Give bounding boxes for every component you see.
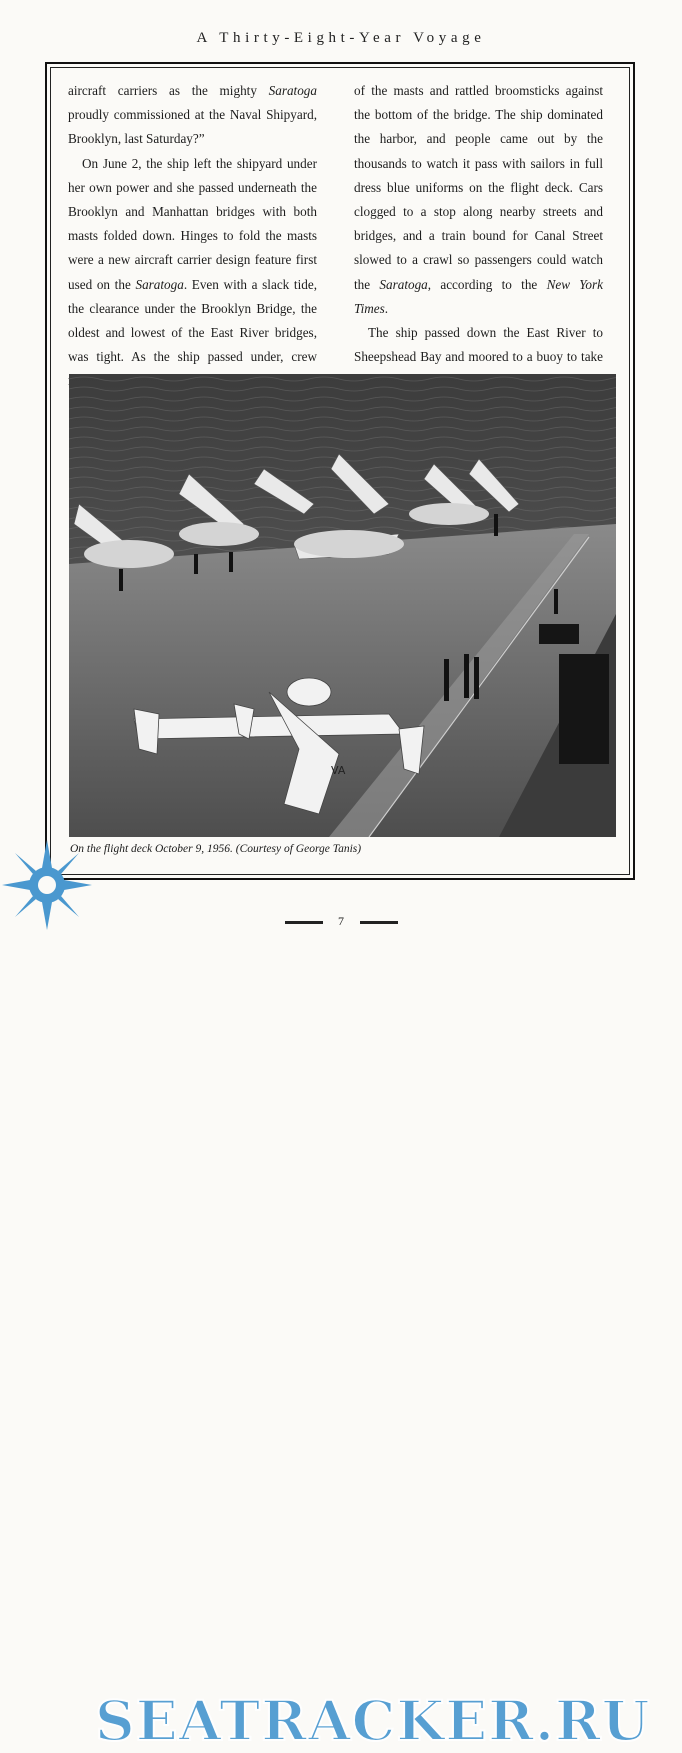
right-paragraph-1: of the masts and rattled broomsticks against the bottom of the bridge. The ship dominated the harbor, and people came out by the thousands to watch it pass with sailors in full dress blue uniforms on the flight deck. Cars clogged to a stop along nearby streets and bridges, and a train bound for Canal Street slowed to a crawl so passengers could watch the Saratoga, according to the New York Times. — [354, 83, 603, 316]
left-paragraph-1: aircraft carriers as the mighty Saratoga proudly commissioned at the Naval Shipyard, Brooklyn, last Saturday?” — [68, 83, 317, 147]
flight-deck-photo-illustration — [69, 374, 616, 837]
right-paragraph-2: The ship passed down the East River to Sheepshead Bay and moored to a buoy to take — [354, 325, 603, 365]
photo-caption: On the flight deck October 9, 1956. (Courtesy of George Tanis) — [70, 843, 362, 855]
left-column — [68, 79, 317, 394]
left-paragraph-2: On June 2, the ship left the shipyard under her own power and she passed underneath the Brooklyn and Manhattan bridges with both masts folded down. Hinges to fold the masts were a new aircraft carrier design feature first used on the Saratoga. Even with a slack tide, the clearance under the Brooklyn Bridge, the oldest and lowest of the East River bridges, was tight. As the ship passed under, crew — [68, 155, 317, 365]
running-head: A Thirty-Eight-Year Voyage — [196, 30, 486, 46]
aircraft-marking-text: VA — [331, 764, 346, 777]
page-number: 7 — [338, 914, 344, 928]
folio-rule-right — [360, 921, 398, 924]
flight-deck-photo — [69, 374, 616, 837]
watermark — [0, 842, 682, 1753]
right-column — [354, 79, 603, 394]
watermark-text: SEATRACKER.RU — [95, 1688, 651, 1753]
